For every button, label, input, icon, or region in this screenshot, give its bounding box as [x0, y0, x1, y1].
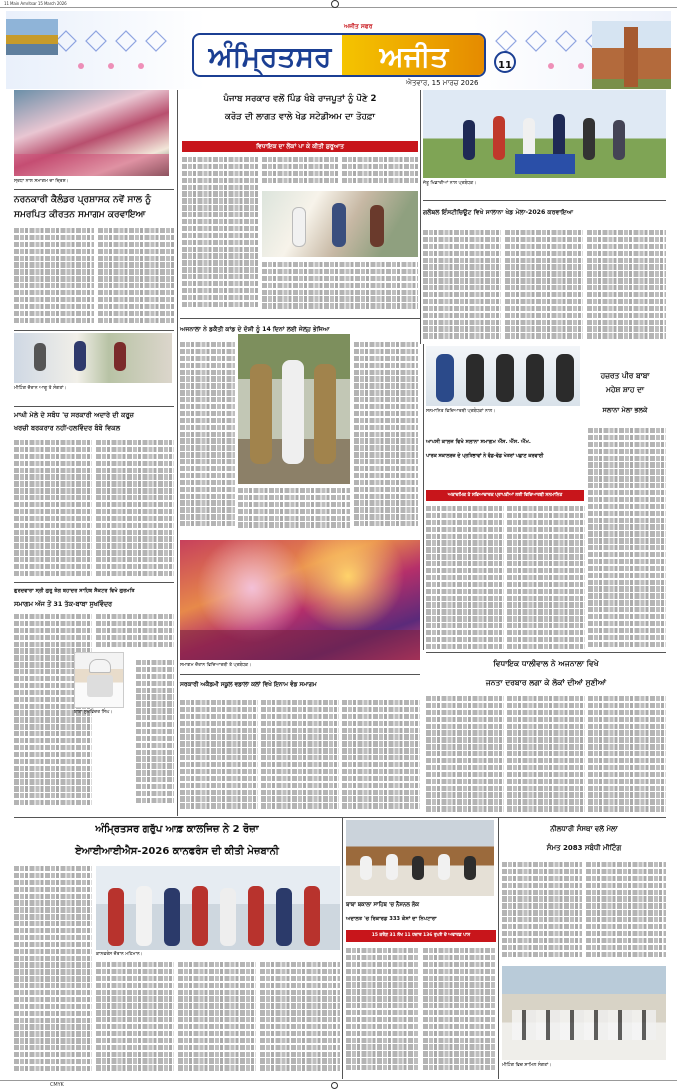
nirankari-headline-2: ਸਮਰਪਿਤ ਕੀਰਤਨ ਸਮਾਗਮ ਕਰਵਾਇਆ [14, 210, 146, 220]
column-rule [177, 90, 178, 816]
nirankari-body-2 [98, 228, 174, 324]
gurpurab-body-3 [136, 660, 174, 810]
divider [423, 200, 666, 201]
school-event-body [180, 700, 258, 812]
aapsi-college-body-2 [507, 506, 585, 650]
heritage-tower-photo [592, 21, 671, 89]
gurpurab-body-2 [96, 614, 174, 650]
lok-adalat-body-2 [423, 948, 496, 1078]
lab-team-caption: ਸਨਮਾਨਿਤ ਵਿਦਿਆਰਥੀ ਪ੍ਰਬੰਧਕਾਂ ਨਾਲ। [426, 409, 496, 414]
school-event-body-3 [342, 700, 420, 812]
nirankari-body [14, 228, 94, 324]
nirankari-photo-caption: ਸ੍ਰਧਾ ਨਾਲ ਸਮਾਗਮ ਦਾ ਦ੍ਰਿਸ਼। [14, 179, 69, 184]
masthead [6, 11, 671, 89]
namdhari-headline-1: ਨੀਲਧਾਰੀ ਸੰਸਥਾ ਵਲੋਂ ਮੇਲਾ [550, 825, 618, 833]
colleges-body [14, 866, 92, 1078]
divider [14, 582, 174, 583]
dhaliwal-body [426, 696, 504, 812]
ajnala-police-body-2 [238, 488, 350, 534]
namdhari-body [502, 862, 582, 962]
column-rule [423, 344, 424, 650]
bhagat-headline-1: ਮਾਘੀ ਮੇਲੇ ਦੇ ਸਬੰਧ 'ਚ ਸਰਕਾਰੀ ਅਦਾਰੇ ਦੀ ਕਰੂਜ਼ [14, 411, 134, 419]
dhaliwal-headline-1: ਵਿਧਾਇਕ ਧਾਲੀਵਾਲ ਨੇ ਅਜਨਾਲਾ ਵਿਖੇ [493, 659, 599, 668]
divider [426, 652, 666, 653]
aapsi-college-subhead: ਪਾਰਕ ਸਕਾਲਰਜ਼ ਦੇ ਪ੍ਰਤਿਭਾਵਾਂ ਨੇ ਵੰਡ-ਵੱਡ ਖੇਤਰਾਂ ਪਛਾਣ ਕਰਵਾਈ [426, 454, 544, 459]
column-rule [498, 817, 499, 1079]
divider [14, 406, 174, 407]
lead-strap: ਵਿਧਾਇਕ ਦਾ ਲੋਕਾਂ ਪਾ ਕੇ ਕੀਤੀ ਸ਼ੁਰੂਆਤ [182, 141, 418, 152]
ajnala-police-headline: ਅਜਨਾਲਾ ਨੇ ਡਕੈਤੀ ਕਾਂਡ ਦੇ ਦੋਸ਼ੀ ਨੂੰ 14 ਦਿਨਾਂ ਲਈ ਜੇਲ੍ਹ ਭੇਜਿਆ [180, 326, 330, 333]
divider [180, 318, 420, 319]
lead-body-4 [262, 262, 418, 314]
dhaliwal-headline-2: ਜਨਤਾ ਦਰਬਾਰ ਲਗਾ ਕੇ ਲੋਕਾਂ ਦੀਆਂ ਸੁਣੀਆਂ [485, 678, 607, 687]
lok-adalat-body [346, 948, 419, 1078]
colleges-body-4 [260, 962, 340, 1078]
baba-sukhwinder-photo [74, 652, 124, 708]
lok-adalat-headline-2: ਅਦਾਲਤ 'ਚ ਰਿਕਾਰਡ 333 ਕੇਸਾਂ ਦਾ ਨਿਪਟਾਰਾ [346, 916, 437, 922]
page-number-badge [494, 51, 516, 73]
colleges-headline-1: ਅੰਮ੍ਰਿਤਸਰ ਗਰੁੱਪ ਆਫ਼ ਕਾਲਜਿਜ਼ ਨੇ 2 ਰੋਜ਼ਾ [95, 824, 259, 835]
divider [180, 674, 420, 675]
school-event-headline: ਸਰਕਾਰੀ ਅਕੈਡਮੀ ਸਕੂਲ ਵਡਾਲਾ ਕਲਾਂ ਵਿਖੇ ਇਨਾਮ ਵੰਡ ਸਮਾਗਮ [180, 682, 317, 688]
lead-body-2 [262, 157, 338, 189]
lead-body [182, 157, 258, 313]
page-number: 11 [498, 60, 512, 71]
dhaliwal-body-2 [507, 696, 585, 812]
masthead-title-left: ਅੰਮ੍ਰਿਤਸਰ [208, 40, 332, 73]
divider [14, 817, 666, 818]
school-event-body-2 [261, 700, 339, 812]
lead-headline-2: ਕਰੋੜ ਦੀ ਲਾਗਤ ਵਾਲੇ ਖੇਡ ਸਟੇਡੀਅਮ ਦਾ ਤੋਹਫ਼ਾ [225, 112, 375, 122]
bhagat-meeting-photo [14, 333, 172, 383]
lok-adalat-strap: 15 ਕਰੋੜ 31 ਲੱਖ 11 ਹਜ਼ਾਰ 136 ਰੁਪਏ ਦੇ ਅਵਾਰਡ ਪਾਸ [346, 930, 496, 942]
lead-body-3 [342, 157, 418, 189]
aapsi-college-headline: ਆਪਸੀ ਕਾਲਜ ਵਿਖੇ ਸਲਾਨਾ ਸਮਾਗਮ ਐੱਸ. ਐੱਸ. ਐੱਮ. [426, 439, 531, 445]
top-strip [0, 0, 677, 8]
masthead-title [192, 33, 486, 77]
bhagat-body-2 [96, 440, 174, 578]
peer-mela-body [588, 428, 666, 650]
namdhari-photo-caption: ਮੀਟਿੰਗ ਵਿਚ ਸ਼ਾਮਿਲ ਸੰਗਤਾਂ। [502, 1063, 552, 1068]
lok-adalat-headline-1: ਬਾਬਾ ਬਕਾਲਾ ਸਾਹਿਬ 'ਚ ਨੈਸ਼ਨਲ ਲੋਕ [346, 902, 420, 908]
sports-meet-photo [423, 90, 666, 178]
golden-temple-photo [6, 19, 58, 55]
colleges-photo-caption: ਕਾਨਫਰੰਸ ਦੌਰਾਨ ਮਹਿਮਾਨ। [96, 952, 143, 957]
namdhari-meeting-photo [502, 966, 666, 1060]
sports-meet-body-3 [587, 230, 666, 342]
lead-ribbon-cutting-photo [262, 191, 418, 257]
registration-mark-icon [331, 1082, 338, 1089]
lead-headline-1: ਪੰਜਾਬ ਸਰਕਾਰ ਵਲੋਂ ਪਿੰਡ ਖੰਬੇ ਰਾਜਪੂਤਾਂ ਨੂੰ ਪੌਣੇ 2 [223, 94, 377, 104]
ajnala-police-body [180, 342, 235, 532]
column-rule [420, 90, 421, 344]
aapsi-college-body [426, 506, 504, 650]
baba-sukhwinder-caption: ਬਾਬਾ ਸੁਖਵਿੰਦਰ ਸਿੰਘ। [74, 710, 113, 715]
registration-mark-icon [331, 0, 339, 8]
peer-mela-headline-1: ਹਜ਼ਰਤ ਪੀਰ ਬਾਬਾ [600, 371, 650, 380]
colleges-body-2 [96, 962, 174, 1078]
gurpurab-headline-2: ਸਮਾਗਮ ਅੱਜ ਤੋਂ 31 ਤੱਕ-ਬਾਬਾ ਸੁਖਵਿੰਦਰ [14, 600, 113, 608]
namdhari-headline-2: ਸੰਮਤ 2083 ਸਬੰਧੀ ਮੀਟਿੰਗ [546, 844, 622, 852]
peer-mela-headline-2: ਮਹੇਸ਼ ਸ਼ਾਹ ਦਾ [605, 385, 645, 394]
bhagat-body [14, 440, 92, 578]
nirankari-headline-1: ਨਰਨਕਾਰੀ ਕੈਲੰਡਰ ਪ੍ਰਸ਼ਾਸਕ ਨਵੇਂ ਸਾਲ ਨੂੰ [14, 195, 151, 205]
sports-meet-body [423, 230, 501, 342]
colleges-conference-photo [96, 866, 340, 950]
issue-date: ਐਤਵਾਰ, 15 ਮਾਰਚ 2026 [406, 79, 479, 87]
school-event-photo [180, 540, 420, 660]
column-rule [342, 817, 343, 1079]
gurpurab-headline-1: ਗੁਰਦਵਾਰਾ ਸ੍ਰੀ ਗੁਰੂ ਤੇਗ ਬਹਾਦਰ ਸਾਹਿਬ ਸੈਕਟਰ ਵਿਖੇ ਗੁਰਮਤਿ [14, 588, 135, 594]
divider [14, 330, 174, 331]
dhaliwal-body-3 [588, 696, 666, 812]
school-event-caption: ਸਮਾਗਮ ਦੌਰਾਨ ਵਿਦਿਆਰਥੀ ਤੇ ਪ੍ਰਬੰਧਕ। [180, 663, 252, 668]
colleges-body-3 [178, 962, 256, 1078]
lok-adalat-photo [346, 820, 494, 896]
ajnala-police-body-3 [354, 342, 418, 532]
sports-meet-headline: ਗਲੋਬਲ ਇੰਸਟੀਚਿਊਟ ਵਿਖੇ ਸਾਲਾਨਾ ਖੇਡ ਮੇਲਾ-2026 ਕਰਵਾਇਆ [423, 209, 574, 216]
police-arrest-photo [238, 334, 350, 484]
bhagat-photo-caption: ਮੀਟਿੰਗ ਦੌਰਾਨ ਆਗੂ ਤੇ ਸੰਗਤਾਂ। [14, 386, 67, 391]
sports-meet-body-2 [505, 230, 583, 342]
lab-team-photo [426, 346, 580, 406]
nirankari-photo [14, 90, 169, 176]
top-strip-text: 11 Main Amritsar 15 March 2026 [4, 1, 67, 6]
footer-bar [0, 1080, 677, 1089]
peer-mela-headline-3: ਸਲਾਨਾ ਮੇਲਾ ਭਲਕੇ [602, 406, 648, 414]
footer-marks: CMYK [50, 1082, 64, 1088]
divider [14, 189, 174, 190]
colleges-headline-2: ਏਆਈਆਈਐਸ-2026 ਕਾਨਫਰੰਸ ਦੀ ਕੀਤੀ ਮੇਜ਼ਬਾਨੀ [75, 846, 279, 857]
aapsi-college-strap: ਅਕਾਦਮਿਕ ਤੇ ਸਭਿਆਚਾਰਕ ਪ੍ਰਾਪਤੀਆਂ ਲਈ ਵਿਦਿਆਰਥੀ ਸਨਮਾਨਿਤ [426, 490, 584, 501]
sports-meet-caption: ਜੇਤੂ ਖਿਡਾਰੀਆਂ ਨਾਲ ਪ੍ਰਬੰਧਕ। [423, 181, 477, 186]
namdhari-body-2 [586, 862, 666, 962]
bhagat-headline-2: ਖਰਚੀ ਬਰਕਰਾਰ ਨਹੀਂ-ਹਲਵਿੰਦਰ ਬੰਬੋ ਵਿਕਲ [14, 424, 121, 432]
masthead-title-right: ਅਜੀਤ [342, 35, 486, 77]
edition-label: ਅਜੀਤ ਸਫਰ [344, 23, 373, 30]
